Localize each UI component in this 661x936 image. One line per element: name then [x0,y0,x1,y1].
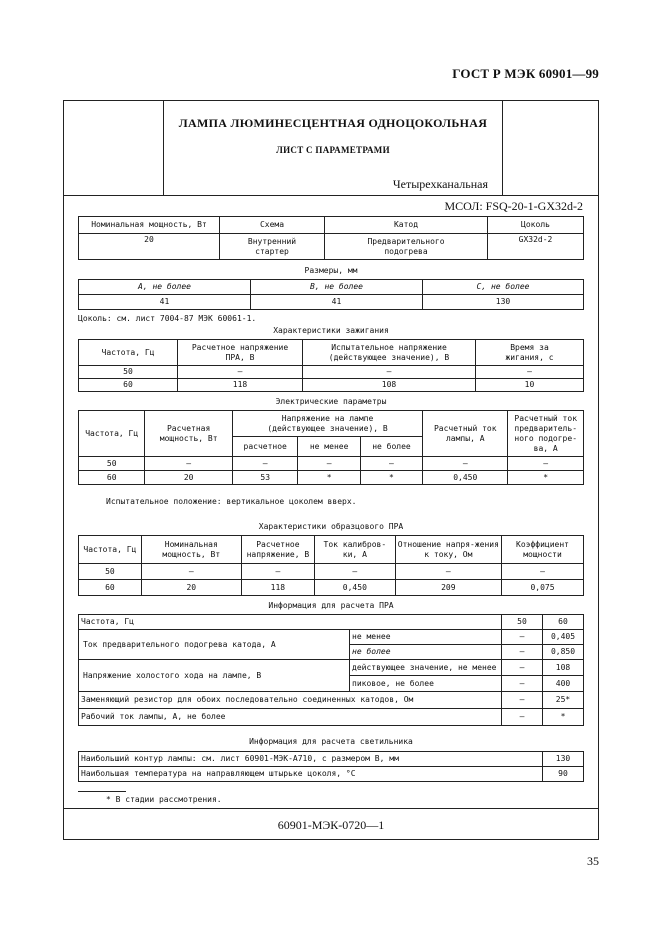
electrical-cell: 20 [145,471,233,485]
general-header: Цоколь [488,217,584,234]
calc-preheat-label: Ток предварительного подогрева катода, А [79,630,350,660]
calc-current-label: Рабочий ток лампы, А, не более [79,709,502,726]
calc-title: Информация для расчета ПРА [268,601,394,610]
test-position-note: Испытательное положение: вертикальное цоколем вверх. [106,497,357,506]
calc-cell: — [502,676,543,692]
calc-ocv-label: Напряжение холостого хода на лампе, В [79,660,350,692]
ignition-cell: 50 [79,366,178,379]
ignition-cell: 60 [79,379,178,392]
ballast-header: Расчетное напряжение, В [241,536,314,564]
ignition-cell: 108 [303,379,476,392]
calc-cell: 0,850 [543,645,584,660]
electrical-subheader: расчетное [232,437,298,457]
ballast-cell: — [315,564,396,580]
ballast-cell: — [395,564,501,580]
ballast-header: Частота, Гц [79,536,142,564]
electrical-cell: * [508,471,584,485]
electrical-cell: — [508,457,584,471]
ballast-cell: 20 [141,580,241,596]
ignition-cell: — [178,366,303,379]
calc-condition: не более [350,645,502,660]
electrical-subheader: не менее [298,437,360,457]
dimension-cell: 41 [251,295,423,310]
general-cell: Предварительного подогрева [325,234,488,260]
calc-table [78,614,584,726]
dimensions-title: Размеры, мм [304,266,358,275]
electrical-cell: 60 [79,471,145,485]
electrical-cell: — [423,457,508,471]
dimension-header: A, не более [79,280,251,295]
ignition-table [78,339,584,392]
base-note: Цоколь: см. лист 7004-87 МЭК 60061-1. [78,314,257,323]
electrical-header: Расчетная мощность, Вт [145,411,233,457]
calc-condition: пиковое, не более [350,676,502,692]
standard-header: ГОСТ Р МЭК 60901—99 [452,66,599,81]
dimension-header: B, не более [251,280,423,295]
electrical-cell: 50 [79,457,145,471]
calc-resistor-label: Заменяющий резистор для обоих последовательно соединенных катодов, Ом [79,692,502,709]
dimensions-table [78,279,584,310]
calc-condition: действующее значение, не менее [350,660,502,676]
electrical-title: Электрические параметры [275,397,387,406]
ballast-cell: — [141,564,241,580]
general-cell: Внутренний стартер [220,234,325,260]
electrical-table [78,410,584,485]
calc-freq-50: 50 [502,615,543,630]
calc-cell: — [502,709,543,726]
ignition-header: Время за жигания, с [476,340,584,366]
general-header: Номинальная мощность, Вт [79,217,220,234]
ignition-cell: — [476,366,584,379]
calc-condition: не менее [350,630,502,645]
calc-cell: — [502,630,543,645]
ballast-cell: — [502,564,584,580]
luminaire-value: 90 [543,767,584,782]
general-cell: GX32d-2 [488,234,584,260]
electrical-subheader: не более [360,437,422,457]
ignition-header: Расчетное напряжение ПРА, В [178,340,303,366]
electrical-header: Напряжение на лампе (действующее значение), В [232,411,422,437]
electrical-cell: — [145,457,233,471]
ballast-title: Характеристики образцового ПРА [258,522,404,531]
calc-cell: — [502,660,543,676]
calc-cell: * [543,709,584,726]
ballast-header: Коэффициент мощности [502,536,584,564]
ballast-header: Отношение напря-жения к току, Ом [395,536,501,564]
general-header: Схема [220,217,325,234]
sheet-code: 60901-МЭК-0720—1 [277,818,385,832]
electrical-cell: — [360,457,422,471]
luminaire-title: Информация для расчета светильника [249,737,413,746]
general-cell: 20 [79,234,220,260]
electrical-cell: * [298,471,360,485]
ballast-cell: — [241,564,314,580]
calc-cell: 108 [543,660,584,676]
footnote-rule [78,791,126,792]
ballast-header: Номинальная мощность, Вт [141,536,241,564]
electrical-header: Расчетный ток предваритель-ного подогре-ва, А [508,411,584,457]
dimension-header: C, не более [423,280,584,295]
electrical-cell: 0,450 [423,471,508,485]
ignition-header: Частота, Гц [79,340,178,366]
dimension-cell: 41 [79,295,251,310]
ballast-header: Ток калибров-ки, А [315,536,396,564]
calc-cell: — [502,692,543,709]
sheet-title: ЛАМПА ЛЮМИНЕСЦЕНТНАЯ ОДНОЦОКОЛЬНАЯ [178,116,488,130]
ignition-cell: 10 [476,379,584,392]
ballast-cell: 118 [241,580,314,596]
ballast-cell: 0,450 [315,580,396,596]
ignition-cell: 118 [178,379,303,392]
calc-cell: 400 [543,676,584,692]
electrical-cell: — [232,457,298,471]
calc-freq-60: 60 [543,615,584,630]
ignition-cell: — [303,366,476,379]
ignition-header: Испытательное напряжение (действующее значение), В [303,340,476,366]
sheet-subtitle: ЛИСТ С ПАРАМЕТРАМИ [276,145,390,155]
ballast-cell: 209 [395,580,501,596]
ignition-title: Характеристики зажигания [273,326,389,335]
electrical-header: Частота, Гц [79,411,145,457]
electrical-cell: — [298,457,360,471]
calc-cell: 25* [543,692,584,709]
general-table [78,216,584,260]
ballast-cell: 0,075 [502,580,584,596]
lamp-designation: МСОЛ: FSQ-20-1-GX32d-2 [444,199,583,213]
ballast-table [78,535,584,596]
electrical-header: Расчетный ток лампы, А [423,411,508,457]
dimension-cell: 130 [423,295,584,310]
footer-separator [63,808,599,809]
page-number: 35 [587,854,599,868]
electrical-cell: 53 [232,471,298,485]
calc-cell: 0,405 [543,630,584,645]
calc-cell: — [502,645,543,660]
luminaire-label: Наибольшая температура на направляющем штырьке цоколя, °C [79,767,543,782]
title-divider-right [502,100,503,196]
ballast-cell: 50 [79,564,142,580]
lamp-variant: Четырехканальная [392,177,488,191]
footnote: * В стадии рассмотрения. [106,795,222,804]
electrical-cell: * [360,471,422,485]
luminaire-value: 130 [543,752,584,767]
luminaire-label: Наибольший контур лампы: см. лист 60901-МЭК-А710, с размером B, мм [79,752,543,767]
ballast-cell: 60 [79,580,142,596]
luminaire-table [78,751,584,782]
general-header: Катод [325,217,488,234]
calc-freq-label: Частота, Гц [79,615,502,630]
